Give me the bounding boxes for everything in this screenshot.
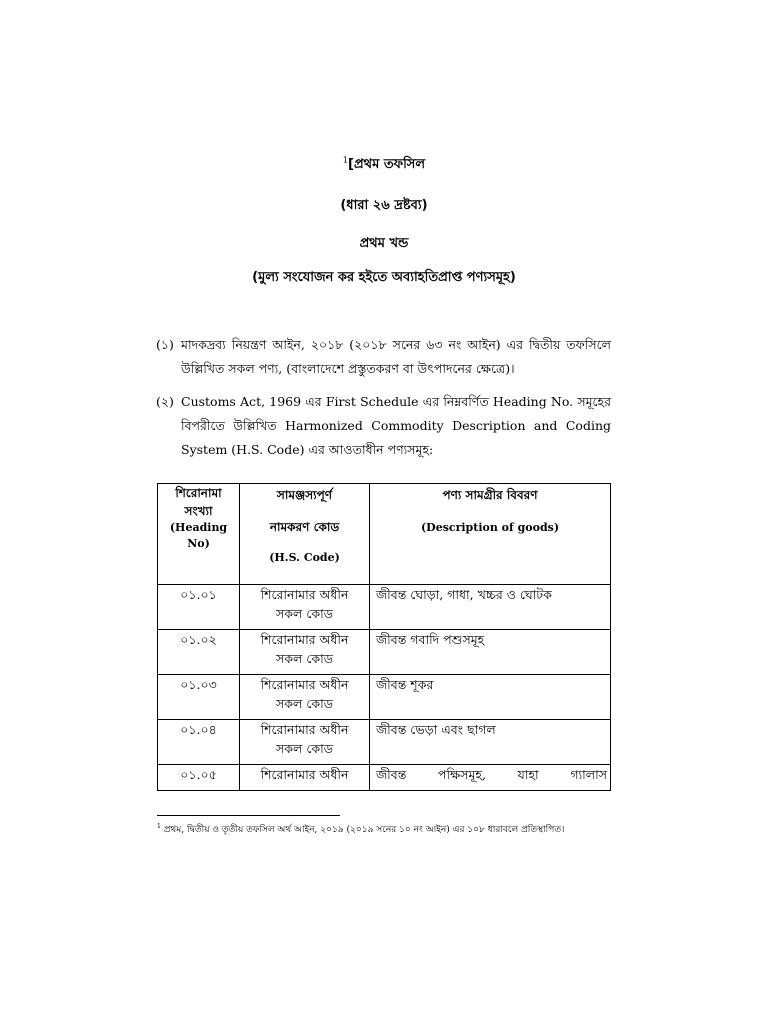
header-hs-code-en: (H.S. Code) bbox=[269, 551, 340, 564]
header-hs-code bbox=[240, 484, 370, 585]
item-2-number: (২) bbox=[156, 394, 174, 409]
schedule-title-text: [প্রথম তফসিল bbox=[348, 157, 426, 172]
row-heading-no: ০১.০৪ bbox=[158, 720, 240, 765]
row-hs-code-line-2: সকল কোড bbox=[276, 651, 333, 666]
table-row bbox=[158, 675, 611, 720]
header-description bbox=[370, 484, 611, 585]
row-hs-code bbox=[240, 585, 370, 630]
table-row bbox=[158, 765, 611, 791]
row-hs-code-line-1: শিরোনামার অধীন bbox=[260, 722, 349, 737]
row-heading-no: ০১.০৫ bbox=[158, 765, 240, 791]
row-description: জীবন্ত শূকর bbox=[370, 675, 611, 720]
item-1 bbox=[156, 333, 611, 381]
row-hs-code bbox=[240, 720, 370, 765]
item-1-text: মাদকদ্রব্য নিয়ন্ত্রণ আইন, ২০১৮ (২০১৮ সনের ৬৩ নং আইন) এর দ্বিতীয় তফসিলে উল্লিখিত সকল পণ্য, (বাংলাদেশে প্রস্তুতকরণ বা উৎপাদনের ক্ষেত্রে)। bbox=[181, 337, 611, 376]
item-1-number: (১) bbox=[156, 337, 174, 352]
footnote-divider bbox=[157, 815, 340, 816]
row-hs-code bbox=[240, 675, 370, 720]
table-row bbox=[158, 585, 611, 630]
row-hs-code-line-2: সকল কোড bbox=[276, 606, 333, 621]
schedule-subtitle: (মুল্য সংযোজন কর হইতে অব্যাহতিপ্রাপ্ত পণ্যসমূহ) bbox=[252, 270, 516, 285]
row-description: জীবন্ত ঘোড়া, গাধা, খচ্চর ও ঘোটক bbox=[370, 585, 611, 630]
row-heading-no: ০১.০২ bbox=[158, 630, 240, 675]
table-row bbox=[158, 630, 611, 675]
row-description: জীবন্ত গবাদি পশুসমূহ bbox=[370, 630, 611, 675]
header-hs-code-bn-2: নামকরণ কোড bbox=[269, 520, 340, 534]
row-hs-code bbox=[240, 765, 370, 791]
row-heading-no: ০১.০১ bbox=[158, 585, 240, 630]
header-description-bn: পণ্য সামগ্রীর বিবরণ bbox=[442, 488, 538, 502]
row-heading-no: ০১.০৩ bbox=[158, 675, 240, 720]
header-description-en: (Description of goods) bbox=[420, 521, 560, 534]
goods-table bbox=[157, 483, 611, 791]
row-hs-code bbox=[240, 630, 370, 675]
table-header-row bbox=[158, 484, 611, 585]
row-description: জীবন্ত ভেড়া এবং ছাগল bbox=[370, 720, 611, 765]
row-hs-code-line-1: শিরোনামার অধীন bbox=[260, 767, 349, 782]
row-hs-code-line-1: শিরোনামার অধীন bbox=[260, 677, 349, 692]
row-description: জীবন্ত পক্ষিসমূহ, যাহা গ্যালাস bbox=[370, 765, 611, 791]
part-title: প্রথম খন্ড bbox=[359, 236, 409, 251]
header-heading-no-en: (Heading No) bbox=[169, 521, 228, 550]
item-2-text: Customs Act, 1969 এর First Schedule এর নিম্নবর্ণিত Heading No. সমূহের বিপরীতে উল্লিখিত Harmonized Commodity Description and Coding System (H.S. Code) এর আওতাধীন পণ্যসমূহ: bbox=[181, 394, 611, 457]
section-reference: (ধারা ২৬ দ্রষ্টব্য) bbox=[340, 198, 428, 213]
header-heading-no-bn: শিরোনামা সংখ্যা bbox=[175, 486, 222, 518]
header-hs-code-bn-1: সামঞ্জস্যপূর্ণ bbox=[276, 488, 333, 502]
schedule-title bbox=[0, 155, 768, 176]
row-hs-code-line-1: শিরোনামার অধীন bbox=[260, 632, 349, 647]
row-hs-code-line-2: সকল কোড bbox=[276, 741, 333, 756]
footnote-marker: 1 bbox=[342, 155, 349, 165]
footnote-text: প্রথম, দ্বিতীয় ও তৃতীয় তফসিল অর্থ আইন, ২০১৯ (২০১৯ সনের ১০ নং আইন) এর ১০৮ ধারাবলে প্রতিস্থাপিত। bbox=[163, 825, 565, 835]
footnote bbox=[157, 822, 564, 837]
item-2 bbox=[156, 390, 611, 462]
row-hs-code-line-1: শিরোনামার অধীন bbox=[260, 587, 349, 602]
table-row bbox=[158, 720, 611, 765]
header-heading-no bbox=[158, 484, 240, 585]
row-hs-code-line-2: সকল কোড bbox=[276, 696, 333, 711]
footnote-number: 1 bbox=[157, 823, 161, 830]
